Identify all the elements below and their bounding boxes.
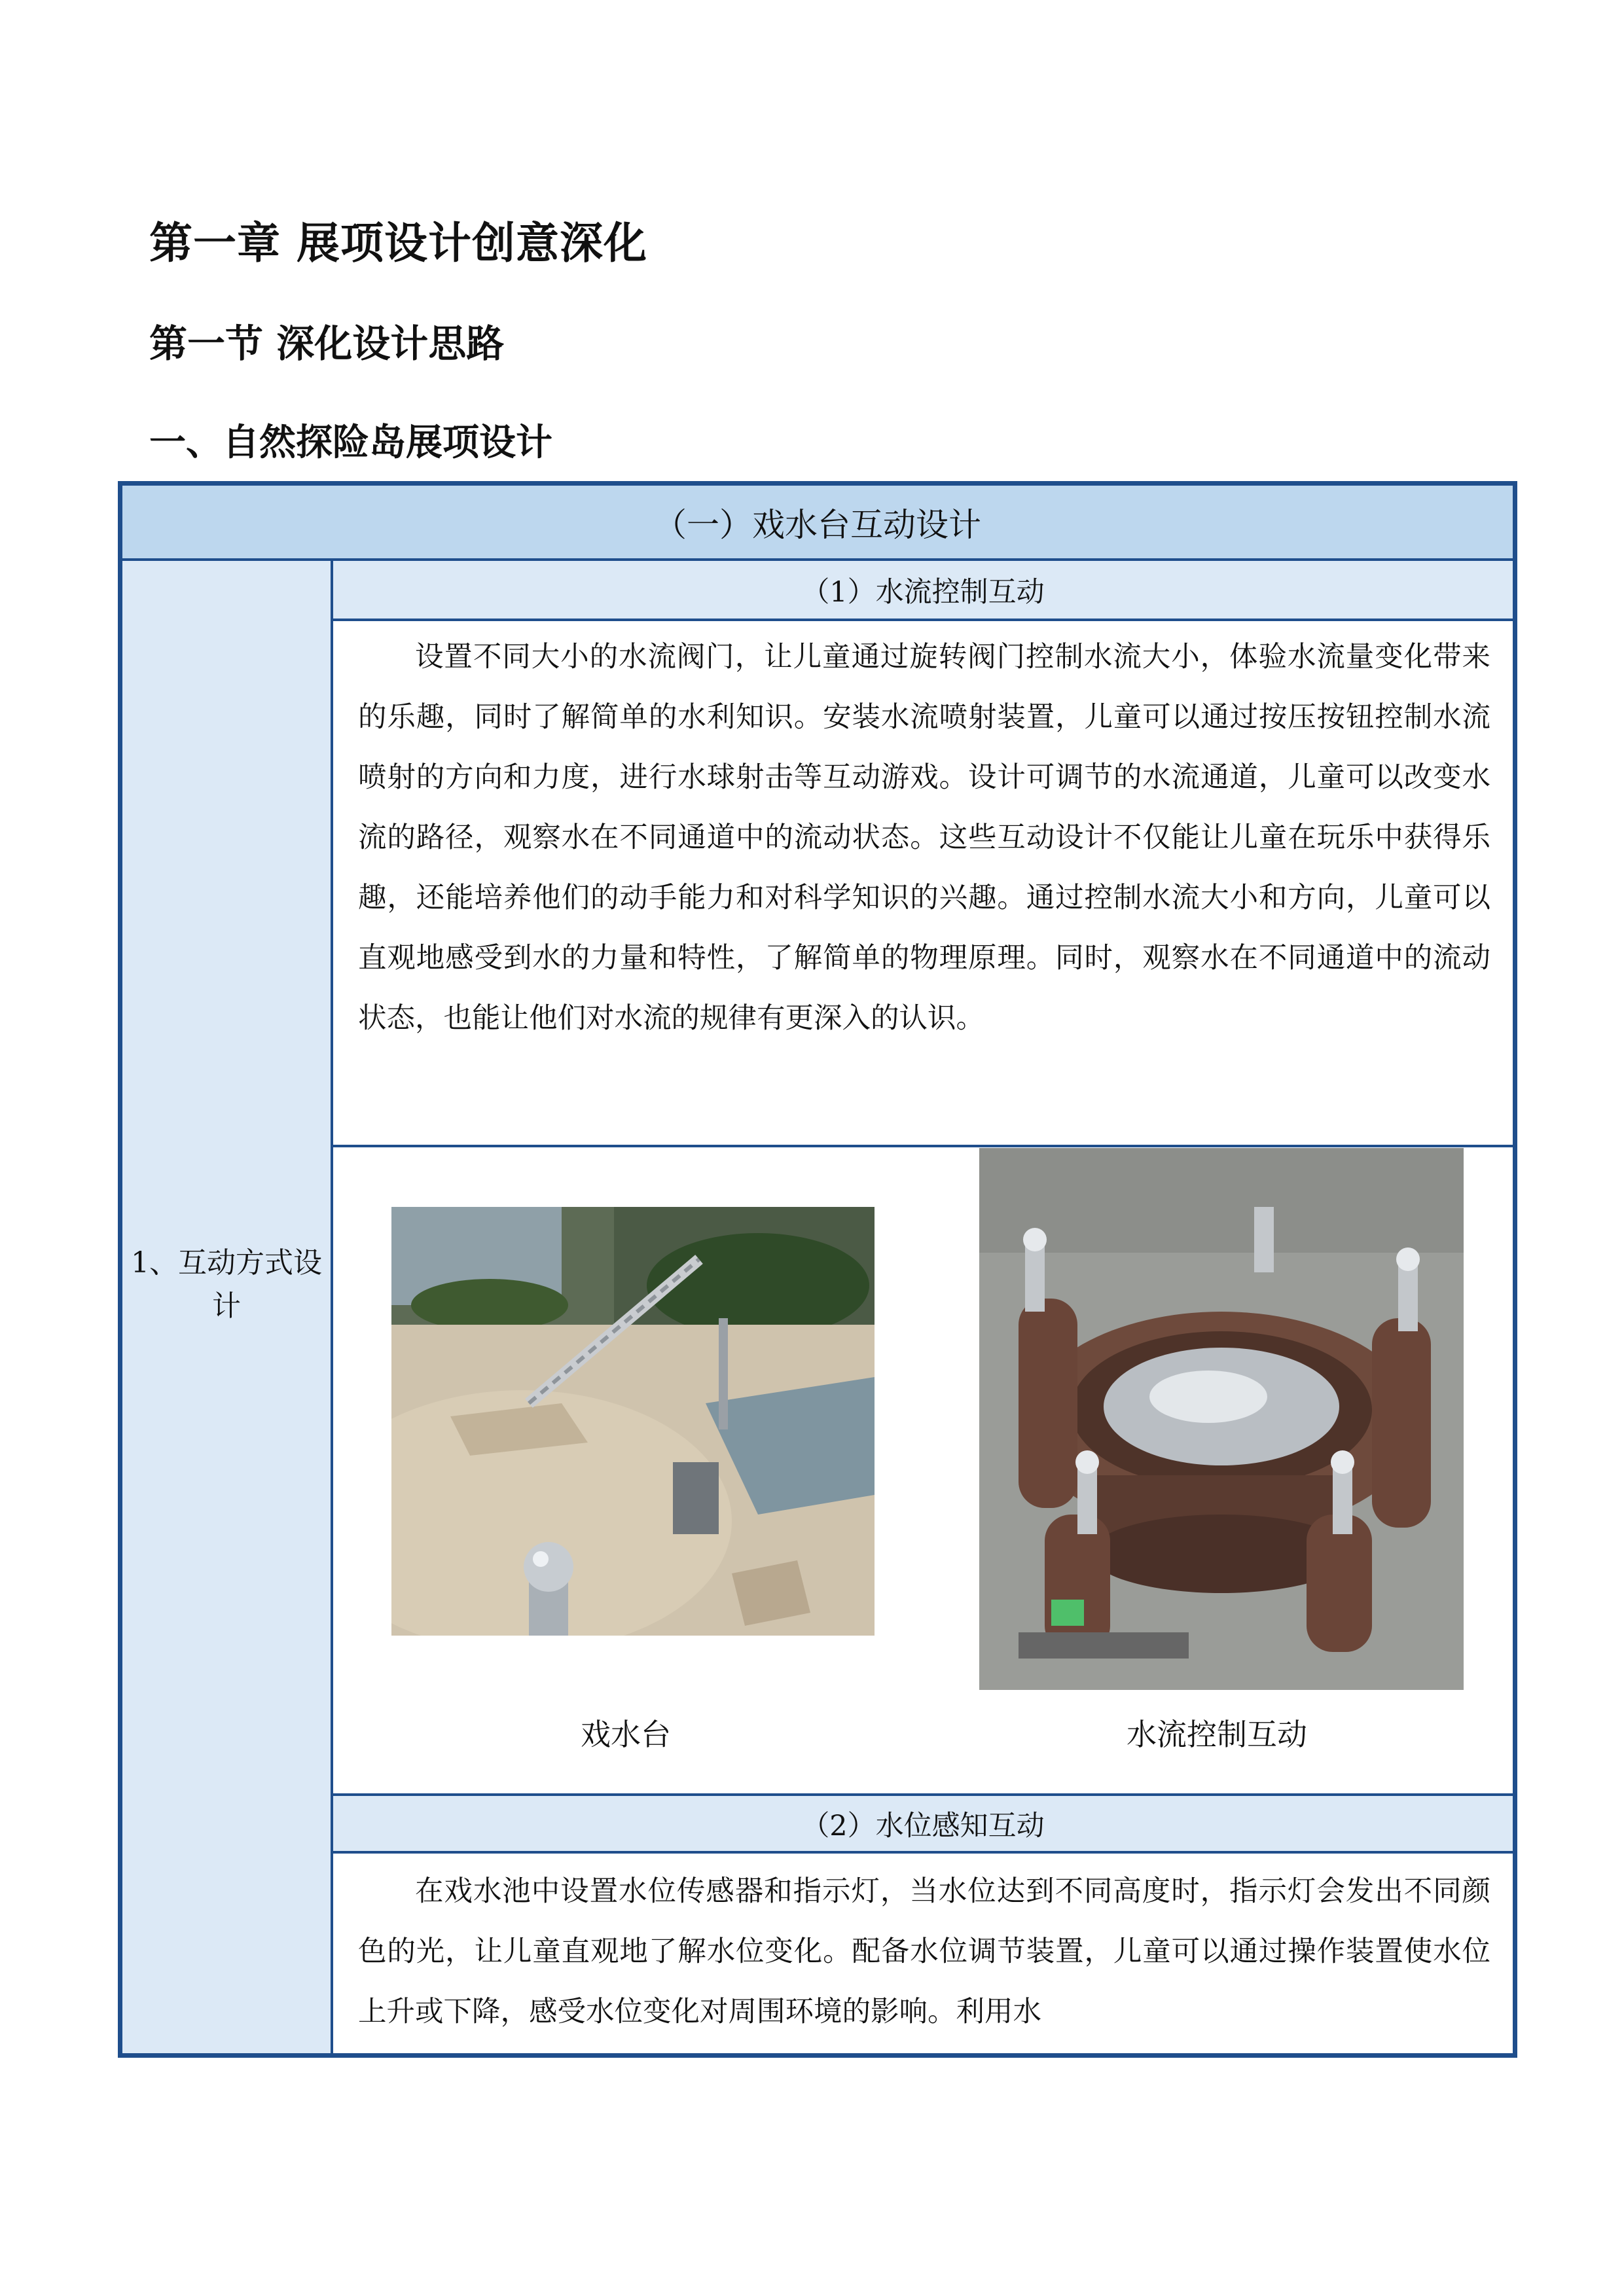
water-flow-control-fountain-photo	[979, 1148, 1464, 1690]
left-column	[122, 561, 333, 2053]
photo-caption-water-play-platform: 戏水台	[581, 1717, 671, 1752]
block2-paragraph: 在戏水池中设置水位传感器和指示灯，当水位达到不同高度时，指示灯会发出不同颜色的光，让儿童直观地了解水位变化。配备水位调节装置，儿童可以通过操作装置使水位上升或下降，感受水位变化对周围环境的影响。利用水	[358, 1875, 1490, 2028]
block1-heading: （1）水流控制互动	[333, 561, 1513, 621]
row-divider	[333, 1145, 1513, 1147]
section-title: 第一节 深化设计思路	[149, 321, 505, 366]
block1-paragraph: 设置不同大小的水流阀门，让儿童通过旋转阀门控制水流大小，体验水流量变化带来的乐趣，同时了解简单的水利知识。安装水流喷射装置，儿童可以通过按压按钮控制水流喷射的方向和力度，进行水球射击等互动游戏。设计可调节的水流通道，儿童可以改变水流的路径，观察水在不同通道中的流动状态。这些互动设计不仅能让儿童在玩乐中获得乐趣，还能培养他们的动手能力和对科学知识的兴趣。通过控制水流大小和方向，儿童可以直观地感受到水的力量和特性，了解简单的物理原理。同时，观察水在不同通道中的流动状态，也能让他们对水流的规律有更深入的认识。	[358, 641, 1490, 1035]
chapter-title: 第一章 展项设计创意深化	[149, 218, 647, 268]
table-title: （一）戏水台互动设计	[122, 486, 1513, 561]
design-table	[118, 481, 1517, 2058]
block2-heading: （2）水位感知互动	[333, 1793, 1513, 1854]
photo-caption-water-flow-control: 水流控制互动	[1127, 1717, 1307, 1752]
subsection-title: 一、自然探险岛展项设计	[149, 422, 552, 464]
left-column-label: 1、互动方式设计	[131, 1246, 322, 1323]
water-play-platform-photo	[391, 1207, 875, 1636]
